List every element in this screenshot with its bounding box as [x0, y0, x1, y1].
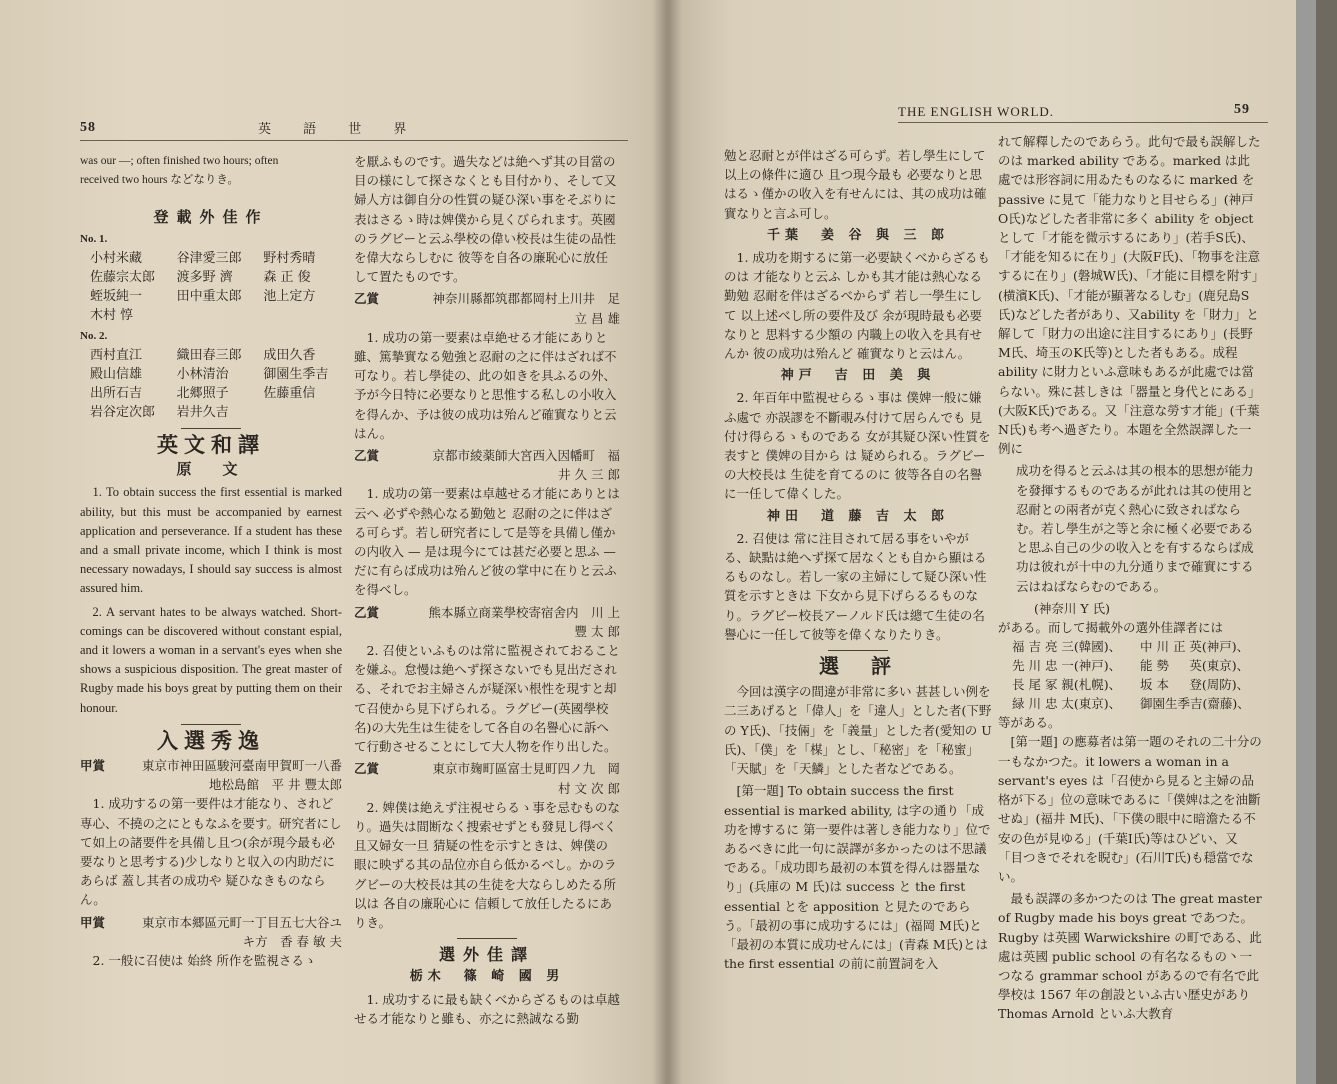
otsu-4-header [354, 759, 620, 797]
name: 野村秀晴 [263, 250, 316, 266]
otsu-3-header [354, 603, 620, 641]
intro-line-2: received two hours などなりき。 [80, 174, 239, 187]
text-b: [第一題] の應募者は第一題のそれの二十分の一もなかつた。it lowers a woman in a servant's eyes は「召使から見ると主婦の品格が下る」位の意味であるに「僕婢は之を油斷せぬ」(福井 M氏)、「下僕の眼中に暗澹たる不安の色が見ゆる」(千葉I氏)等はひどい、又「目つきでそれを睨む」(石川T氏)も穏當でない。 [998, 734, 1262, 884]
divider [181, 724, 241, 725]
running-head: THE ENGLISH WORLD. [898, 104, 1055, 119]
wae-heading: 英文和譯 [157, 432, 265, 458]
list-name: 緑 川 忠 太(東京)、 [1012, 696, 1122, 712]
page-number: 59 [1234, 102, 1250, 117]
original-heading: 原 文 [176, 460, 246, 479]
koushou-2-header [80, 913, 342, 951]
entry-1-text: 1. 成功を期するに第一必要缺くべからざるものは 才能なりと云ふ しかも其才能は熱心なる勤勉 忍耐を伴はざるべからず 若し一學生にして 以上述べし所の要件及び 余が現時最も必要なりと 思料する少額の 内職上の收入を具有せんか 彼の成功は殆んど 確實なりと云はん。 [724, 250, 990, 362]
review-heading: 選 評 [819, 654, 897, 679]
otsu-4-text: 2. 婢僕は絶えず注視せらるゝ事を忌むものなり。過失は間断なく捜索せずとも發見し得べく 且又婦女一旦 猜疑の性を示すときは、婢僕の眼に映ずる其の品位亦自ら低かるべし。かのラグビーの大校長は其の生徒を大ならしめたる所以は 各自の廉恥心に 信頼して放任したるにありき。 [354, 799, 620, 930]
otsu-2-header [354, 446, 620, 484]
entry-1-name: 千葉 姜 谷 與 三 郎 [766, 227, 950, 243]
page-number: 58 [80, 120, 96, 135]
background-edge [1296, 0, 1316, 1084]
honorable-heading: 登載外佳作 [153, 208, 269, 227]
prize-label: 乙賞 [354, 448, 380, 464]
divider [457, 938, 517, 939]
review-text-2: [第一題] To obtain success the first essential is marked ability, は字の通り「成功を博するに 第一要件は著しき能力なり」位であるべきに此一句に誤譯が多かったのは不思議である。「成功即ち最初の本質を得んは器量なり」(兵庫の M 氏)は success と the first essential とを apposition と見たのであらう。「最初の事に成功するには」(福岡 M氏)と「最初の本質に成功せんには」(青森 M氏)とは the first essential の前に前置詞を入 [724, 783, 991, 972]
quote-signature: (神奈川 Y 氏) [1034, 600, 1110, 616]
outside-list [998, 637, 1262, 713]
name: 織田春三郎 [176, 348, 242, 364]
list-name: 長 尾 冢 親(札幌)、 [1012, 677, 1122, 693]
koushou-2-text: 2. 一般に召使は 始終 所作を監視さるゝ [92, 953, 317, 969]
running-head: 英 語 世 界 [258, 122, 421, 137]
no1-label: No. 1. [80, 232, 108, 245]
otsu-2-text: 1. 成功の第一要素は卓越せる才能にありとは云へ 必ずや熱心なる勤勉と 忍耐の之に伴はざる可らず。若し研究者にして是等を具備し僅かの内收入 — 是は現今にては甚だ必要と思ふ — だに有らば成功は殆んど彼の掌中に在りと云ふを得べし。 [354, 486, 620, 598]
name: 岩井久吉 [176, 405, 229, 421]
right-col-1 [724, 146, 992, 976]
name: 佐藤重信 [263, 386, 316, 402]
name: 西村直江 [90, 348, 143, 364]
prize-label: 乙賞 [354, 761, 380, 777]
left-page [0, 0, 668, 1084]
prize-address: 東京市本郷區元町一丁目五七大谷ユキ方 香 春 敏 夫 [141, 914, 342, 949]
name: 御園生季吉 [263, 367, 329, 383]
entry-2-text: 2. 年百年中監視せらるゝ事は 僕婢一般に嫌ふ處で 亦誤謬を不斷覗み付けて居らんでも 見付け得らるゝものである 女が其疑ひ深い性質を表すと 僕婢の目から は 疑められる。ラグビーの大校長は 生徒を育てるのに 彼等各自の名譽に一任して偉くした。 [724, 390, 991, 502]
senga-text: 1. 成功するに最も缺くべからざるものは卓越せる才能なりと雖も、亦之に熱誠なる勤 [354, 991, 620, 1026]
book-gutter [652, 0, 682, 1084]
quote-text: 成功を得ると云ふは其の根本的思想が能力を發揮するものであるが此れは其の使用と忍耐との兩者が克く熱心に致さればならむ。若し學生が之等と余に極く必要であると思ふ自己の少の收入とを有するならば成功は彼れが十中の九分通りまで確實にする云はねばならむのである。 [1016, 463, 1254, 594]
divider [181, 428, 241, 429]
intro-line-1: was our —; often finished two hours; often [80, 155, 279, 167]
entry-3-text: 2. 召使は 常に注目されて居る事をいやがる、缺點は絶へず探て居なくとも自から顯はるるものなし。若し一家の主婦にして疑ひ深い性質を示すときは 下女から見下げらるるものなり。ラグビー校長アーノルド氏は總て生徒の名譽心に一任して彼等を偉くなりたりき。 [724, 530, 987, 642]
no2-names [80, 346, 342, 422]
prize-address: 東京市神田區駿河臺南甲賀町一八番地松島館 平 井 豐太郎 [141, 758, 342, 793]
senga-name: 栃木 篠 崎 國 男 [409, 969, 565, 985]
list-end: 等がある。 [998, 715, 1061, 731]
divider [828, 650, 888, 651]
cont-text: 勉と忍耐とが伴はざる可らず。若し學生にして以上の條件に適ひ 且つ現今最も 必要なりと思はるゝ僅かの收入を有せんには、其の成功は確實なりと言ふ可し。 [724, 148, 987, 221]
original-text-1: 1. To obtain success the first essential is marked ability, but this must be accompanied by earnest application and perseverance. If a student has these and a small private income, which I think is most necessary nowadays, I should say success is almost assured him. [80, 485, 342, 596]
prize-address: 京都市綾薬師大宮西入因幡町 福 井 久 三 郎 [432, 448, 620, 483]
entry-2-name: 神戸 吉 田 美 與 [780, 368, 936, 384]
name: 成田久香 [263, 348, 316, 364]
name: 殿山信雄 [90, 367, 143, 383]
prize-address: 神奈川縣都筑郡都岡村上川井 足 立 昌 雄 [432, 291, 620, 326]
prize-label: 乙賞 [354, 604, 380, 620]
prize-label: 甲賞 [80, 758, 106, 774]
list-name: 坂 本 登(周防)、 [1140, 677, 1250, 693]
list-name: 福 吉 亮 三(韓國)、 [1012, 639, 1122, 655]
koushou-1-text: 1. 成功するの第一要件は才能なり、されど専心、不撓の之にともなふを要す。研究者にして如上の諸要件を具備し且つ(余が現今最も必要なりと思考する)少しなりと収入の内助だにあらば 蓋し其者の成功や 疑ひなきものならん。 [80, 796, 342, 908]
name: 木村 惇 [90, 307, 134, 323]
senga-heading: 選外佳譯 [438, 945, 535, 965]
name: 出所石吉 [90, 386, 143, 402]
prize-address: 東京市麹町區富士見町四ノ九 岡 村 文 次 郎 [432, 761, 620, 796]
left-col-1 [80, 152, 342, 973]
list-name: 中 川 正 英(神戸)、 [1140, 639, 1250, 655]
review-text: 今回は漢字の間違が非常に多い 甚甚しい例を二三あげると「偉人」を「違人」とした者(下野の Y氏)、「技倆」を「義量」とした者(愛知の U氏)、「僕」を「楳」とし、「秘密」を「秘蜜」「天賦」を「天鱗」とした者などである。 [724, 684, 992, 777]
list-name: 先 川 忠 一(神戸)、 [1012, 658, 1122, 674]
otsu-3-text: 2. 召使といふものは常に監視されておることを嫌ふ。怠慢は絶へず探さないでも見出だされる、それでお主婦さんが疑深い根性を現すと却て召使から見下げられる。ラグビー(英國學校名)の大先生は生徒をして各自の名譽心に訴へて行動させることにして大人物を作り出した。 [354, 643, 620, 755]
entry-3-name: 神田 道 藤 吉 太 郎 [766, 508, 950, 524]
prize-label: 甲賞 [80, 914, 106, 930]
cont-text: を厭ふものです。過失などは絶へず其の目當の目の様にして探さなくとも目付かり、そして又婦人方は御自分の性質の疑ひ深い事をそぶりに表はさるゝ時は婢僕から見くびられます。英國のラグビーと云ふ學校の偉い校長は生徒の品性を偉大ならしむに 彼等を自各の廉恥心に放任して置たものです。 [354, 154, 617, 285]
prize-label: 乙賞 [354, 291, 380, 307]
name: 渡多野 濟 [176, 269, 233, 285]
right-col-2 [998, 132, 1262, 1027]
no1-names [80, 249, 342, 325]
name: 池上定方 [263, 288, 316, 304]
no2-label: No. 2. [80, 329, 108, 342]
original-text-2: 2. A servant hates to be always watched. Short-comings can be discovered without constant espial, and it lowers a woman in a servant's eyes when she shows a suspicious disposition. The great master of Rugby made his boys great by putting them on their honour. [80, 604, 342, 715]
name: 森 正 俊 [263, 269, 311, 285]
name: 谷津愛三郎 [176, 250, 242, 266]
list-name: 能 勢 英(東京)、 [1140, 658, 1250, 674]
name: 北郷照子 [176, 386, 229, 402]
name: 佐藤宗太郎 [90, 269, 156, 285]
text-a: れて解釋したのであらう。此句で最も誤解したのは marked ability である。marked は此處では形容詞に用ゐたものなるに marked を passive に見て「能力なりと目せらる」(神戸O氏)などした者非常に多く ability を object として「才能を微示するにあり」(若手S氏)、「才能を知るに在り」(大阪F氏)、「物事を注意するに在り」(磐城W氏)、「才能に目標を附す」(横濱K氏)、「才能が顯著なるしむ」(鹿兒島S氏)などした者があり、又ability を「財力」と解して「財力の出途に注目するにあり」(長野 M氏、埼玉のK氏等)とした者もある。成程 ability に財力といふ意味もあるが此處では當らない。殊に甚しきは「器量と身代とにある」(大阪K氏)である。又「注意な勞す才能」(千葉N氏)も考へ過ぎたり。本題を全然誤譯した一例に [998, 134, 1261, 457]
left-col-2 [354, 152, 620, 1031]
name: 小村米藏 [90, 250, 143, 266]
koushou-1-header [80, 756, 342, 794]
list-intro: がある。而して揭載外の選外佳譯者には [998, 620, 1224, 636]
otsu-1-header [354, 289, 620, 327]
otsu-1-text: 1. 成功の第一要素は卓絶せる才能にありと雖、篤摯實なる勉強と忍耐の之に伴はざれば不可なり。若し學徒の、此の如きを具ふるの外、予が今日特に必要なりと思惟する私しの小收入を得んか、予は彼の成功は殆んど確實なりと云はん。 [354, 329, 617, 441]
header-rule [80, 140, 628, 141]
right-page [668, 0, 1316, 1084]
prize-address: 熊本縣立商業學校寄宿舍内 川 上 豐 太 郎 [428, 604, 620, 639]
name: 蛭坂純一 [90, 288, 143, 304]
name: 小林清治 [176, 367, 229, 383]
text-c: 最も誤譯の多かつたのは The great master of Rugby made his boys great であつた。Rugby は英國 Warwickshire の町である、此處は英國 public school の有名なるもの丶一つなる grammar school があるので有名で此學校は 1567 年の創設といふ古い歴史があり Thomas Arnold といふ大教育 [998, 891, 1262, 1022]
selected-heading: 入選秀逸 [157, 727, 265, 753]
name: 田中重太郎 [176, 288, 242, 304]
list-name: 御園生季吉(齋藤)、 [1140, 696, 1250, 712]
header-rule [898, 122, 1268, 123]
name: 岩谷定次郎 [90, 405, 156, 421]
